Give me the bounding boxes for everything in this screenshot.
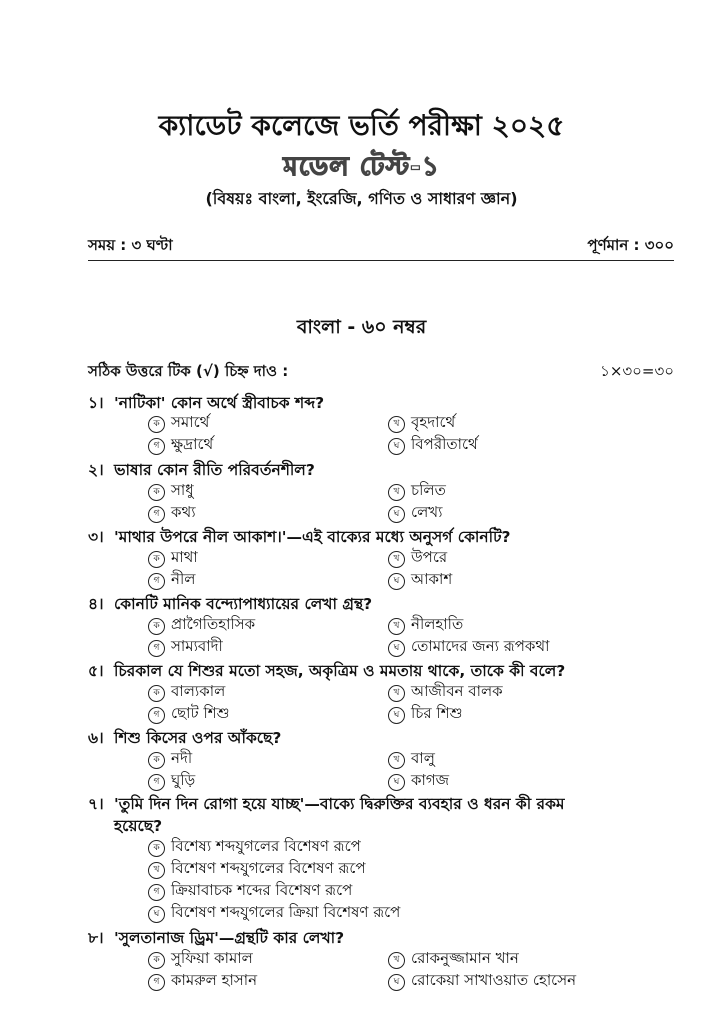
option-1-4[interactable] [388, 434, 478, 455]
question-1 [88, 392, 674, 414]
option-text: ক্ষুদ্রার্থে [171, 435, 214, 453]
option-text: কাগজ [411, 771, 450, 789]
option-2-4[interactable] [388, 502, 442, 523]
option-text: সাম্যবাদী [171, 637, 223, 655]
question-text: 'নাটিকা' কোন অর্থে স্ত্রীবাচক শব্দ? [114, 394, 325, 412]
time-label: সময় : ৩ ঘণ্টা [88, 236, 173, 254]
option-marker-icon: ক [148, 484, 165, 501]
option-marker-icon: ঘ [148, 906, 165, 923]
model-test-subtitle: মডেল টেস্ট-১ [283, 152, 440, 182]
option-marker-icon: ক [148, 618, 165, 635]
option-4-1[interactable] [148, 614, 255, 635]
option-text: উপরে [411, 548, 448, 566]
option-6-3[interactable] [148, 770, 195, 791]
option-text: সুফিয়া কামাল [171, 949, 253, 967]
option-2-2[interactable] [388, 480, 446, 501]
option-marker-icon: ঘ [388, 573, 405, 590]
option-marker-icon: খ [388, 484, 405, 501]
option-3-4[interactable] [388, 569, 452, 590]
question-text: কোনটি মানিক বন্দ্যোপাধ্যায়ের লেখা গ্রন্থ? [114, 595, 373, 613]
option-text: ঘুড়ি [171, 771, 196, 789]
instruction-line [88, 360, 674, 385]
option-marker-icon: ঘ [388, 774, 405, 791]
option-marker-icon: খ [388, 618, 405, 635]
option-text: বিপরীতার্থে [411, 435, 478, 453]
option-5-3[interactable] [148, 703, 230, 724]
option-7-1[interactable] [148, 836, 361, 857]
option-text: কামরুল হাসান [171, 971, 258, 989]
option-text: চলিত [411, 481, 446, 499]
option-marker-icon: খ [388, 685, 405, 702]
option-3-3[interactable] [148, 569, 195, 590]
option-4-3[interactable] [148, 636, 223, 657]
question-number: ৮। [88, 929, 104, 947]
option-5-2[interactable] [388, 681, 503, 702]
option-marker-icon: ঘ [388, 438, 405, 455]
question-6 [88, 727, 674, 749]
question-3 [88, 526, 674, 548]
option-1-1[interactable] [148, 412, 209, 433]
option-2-3[interactable] [148, 502, 196, 523]
option-4-2[interactable] [388, 614, 463, 635]
question-number: ৬। [88, 729, 104, 747]
question-2 [88, 459, 674, 481]
option-text: নীল [171, 570, 196, 588]
option-text: চির শিশু [411, 704, 463, 722]
section-marks: ১×৩০=৩০ [600, 362, 674, 380]
option-8-1[interactable] [148, 948, 253, 969]
option-text: বালু [411, 749, 435, 767]
option-marker-icon: খ [148, 862, 165, 879]
option-marker-icon: গ [148, 573, 165, 590]
option-marker-icon: খ [388, 416, 405, 433]
option-8-4[interactable] [388, 970, 576, 991]
option-marker-icon: গ [148, 884, 165, 901]
option-6-4[interactable] [388, 770, 449, 791]
option-marker-icon: গ [148, 974, 165, 991]
question-number: ১। [88, 394, 104, 412]
option-text: বিশেষণ শব্দযুগলের বিশেষণ রূপে [171, 859, 366, 877]
option-5-1[interactable] [148, 681, 225, 702]
option-text: বাল্যকাল [171, 682, 226, 700]
option-text: সাধু [171, 481, 194, 499]
question-text: 'মাথার উপরে নীল আকাশ।'—এই বাক্যের মধ্যে অনুসর্গ কোনটি? [114, 528, 511, 546]
option-text: রোকনুজ্জামান খান [411, 949, 519, 967]
option-7-4[interactable] [148, 902, 400, 923]
option-8-2[interactable] [388, 948, 519, 969]
option-marker-icon: ক [148, 416, 165, 433]
option-marker-icon: গ [148, 774, 165, 791]
option-marker-icon: ক [148, 952, 165, 969]
option-text: আকাশ [411, 570, 453, 588]
question-text: চিরকাল যে শিশুর মতো সহজ, অকৃত্রিম ও মমতায় থাকে, তাকে কী বলে? [114, 662, 566, 680]
option-7-3[interactable] [148, 880, 352, 901]
question-text-continued: হয়েছে? [114, 817, 163, 835]
option-4-4[interactable] [388, 636, 549, 657]
question-text: 'সুলতানাজ ড্রিম'—গ্রন্থটি কার লেখা? [114, 929, 345, 947]
option-marker-icon: ক [148, 752, 165, 769]
option-marker-icon: ঘ [388, 707, 405, 724]
option-marker-icon: গ [148, 640, 165, 657]
question-number: ২। [88, 461, 104, 479]
question-number: ৭। [88, 795, 104, 813]
question-8 [88, 927, 674, 949]
option-6-1[interactable] [148, 748, 192, 769]
question-text: শিশু কিসের ওপর আঁকছে? [114, 729, 282, 747]
option-7-2[interactable] [148, 858, 366, 879]
option-text: ক্রিয়াবাচক শব্দের বিশেষণ রূপে [171, 881, 353, 899]
question-text: ভাষার কোন রীতি পরিবর্তনশীল? [114, 461, 315, 479]
instruction-text: সঠিক উত্তরে টিক (√) চিহ্ন দাও : [88, 362, 289, 380]
option-6-2[interactable] [388, 748, 435, 769]
option-marker-icon: খ [388, 752, 405, 769]
option-text: বিশেষ্য শব্দযুগলের বিশেষণ রূপে [171, 837, 361, 855]
option-text: আজীবন বালক [411, 682, 503, 700]
option-text: প্রাগৈতিহাসিক [171, 615, 256, 633]
option-text: কথ্য [171, 503, 196, 521]
full-marks-label: পূর্ণমান : ৩০০ [587, 236, 674, 254]
option-text: তোমাদের জন্য রূপকথা [411, 637, 550, 655]
option-8-3[interactable] [148, 970, 257, 991]
question-number: ৫। [88, 662, 104, 680]
question-5 [88, 660, 674, 682]
option-text: নদী [171, 749, 193, 767]
question-number: ৪। [88, 595, 104, 613]
option-text: রোকেয়া সাখাওয়াত হোসেন [411, 971, 577, 989]
section-title: বাংলা - ৬০ নম্বর [296, 316, 427, 338]
option-3-2[interactable] [388, 547, 447, 568]
option-marker-icon: ক [148, 551, 165, 568]
subjects-line: (বিষয়ঃ বাংলা, ইংরেজি, গণিত ও সাধারণ জ্ঞান) [205, 189, 518, 208]
option-text: ছোট শিশু [171, 704, 230, 722]
option-text: সমার্থে [171, 413, 210, 431]
question-text: 'তুমি দিন দিন রোগা হয়ে যাচ্ছ'—বাক্যে দ্বিরুক্তির ব্যবহার ও ধরন কী রকম [114, 795, 565, 813]
option-3-1[interactable] [148, 547, 198, 568]
option-marker-icon: গ [148, 506, 165, 523]
question-7 [88, 793, 674, 837]
question-4 [88, 593, 674, 615]
question-number: ৩। [88, 528, 104, 546]
option-marker-icon: খ [388, 952, 405, 969]
option-marker-icon: খ [388, 551, 405, 568]
option-marker-icon: ঘ [388, 974, 405, 991]
option-marker-icon: ক [148, 685, 165, 702]
option-5-4[interactable] [388, 703, 462, 724]
header-divider [88, 260, 674, 261]
option-marker-icon: গ [148, 438, 165, 455]
exam-title: ক্যাডেট কলেজে ভর্তি পরীক্ষা ২০২৫ [158, 109, 565, 142]
option-marker-icon: গ [148, 707, 165, 724]
option-marker-icon: ঘ [388, 506, 405, 523]
option-text: মাথা [171, 548, 198, 566]
option-text: বৃহদার্থে [411, 413, 456, 431]
option-marker-icon: ঘ [388, 640, 405, 657]
option-1-3[interactable] [148, 434, 213, 455]
option-1-2[interactable] [388, 412, 455, 433]
option-2-1[interactable] [148, 480, 194, 501]
option-marker-icon: ক [148, 840, 165, 857]
option-text: বিশেষণ শব্দযুগলের ক্রিয়া বিশেষণ রূপে [171, 903, 401, 921]
option-text: লেখ্য [411, 503, 443, 521]
option-text: নীলহাতি [411, 615, 464, 633]
